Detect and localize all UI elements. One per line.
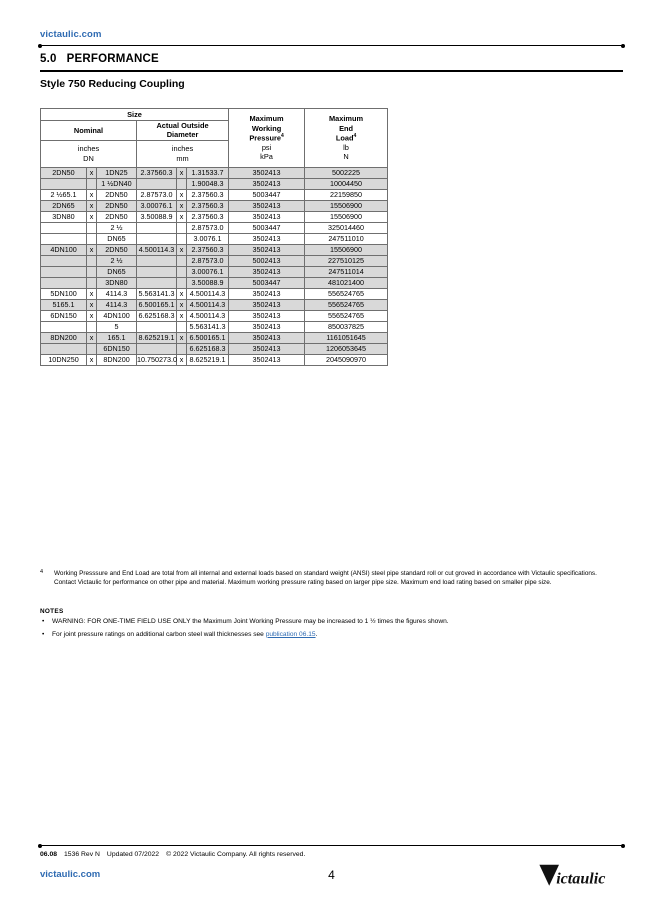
bullet-icon: • — [42, 618, 45, 625]
cell-od-small: 2.37560.3 — [187, 200, 229, 211]
cell-od-small: 4.500114.3 — [187, 310, 229, 321]
cell-nominal-large: 4DN100 — [41, 244, 87, 255]
cell-nominal-large: 2 ½65.1 — [41, 189, 87, 200]
note-text-post: . — [315, 630, 318, 638]
cell-x-symbol-1: x — [87, 299, 97, 310]
cell-max-working-pressure: 3502413 — [229, 332, 305, 343]
cell-max-working-pressure: 5003447 — [229, 222, 305, 233]
footer-meta — [40, 851, 312, 858]
cell-od-small: 6.500165.1 — [187, 332, 229, 343]
cell-nominal-large: 6DN150 — [41, 310, 87, 321]
table-row — [41, 167, 388, 178]
cell-nominal-small: 8DN200 — [97, 354, 137, 365]
cell-max-working-pressure: 3502413 — [229, 354, 305, 365]
cell-nominal-large: 3DN80 — [41, 211, 87, 222]
cell-od-small: 4.500114.3 — [187, 299, 229, 310]
cell-x-symbol-1 — [87, 233, 97, 244]
cell-x-symbol-2 — [177, 277, 187, 288]
cell-max-end-load: 5002225 — [305, 167, 388, 178]
table-row — [41, 310, 388, 321]
cell-nominal-small: 2DN50 — [97, 244, 137, 255]
cell-od-small: 5.563141.3 — [187, 321, 229, 332]
cell-x-symbol-2 — [177, 222, 187, 233]
cell-nominal-large: 5165.1 — [41, 299, 87, 310]
cell-od-small: 1.90048.3 — [187, 178, 229, 189]
cell-nominal-large: 8DN200 — [41, 332, 87, 343]
cell-od-large: 2.37560.3 — [137, 167, 177, 178]
cell-max-working-pressure: 3502413 — [229, 244, 305, 255]
cell-max-working-pressure: 3502413 — [229, 310, 305, 321]
cell-nominal-small: DN65 — [97, 233, 137, 244]
cell-nominal-small: 1 ½DN40 — [97, 178, 137, 189]
cell-max-end-load: 1206053645 — [305, 343, 388, 354]
cell-max-end-load: 850037825 — [305, 321, 388, 332]
cell-max-end-load: 556524765 — [305, 299, 388, 310]
cell-max-end-load: 325014460 — [305, 222, 388, 233]
table-row — [41, 255, 388, 266]
table-row — [41, 244, 388, 255]
cell-od-large — [137, 321, 177, 332]
table-row — [41, 332, 388, 343]
cell-nominal-small: 1DN25 — [97, 167, 137, 178]
table-row — [41, 266, 388, 277]
cell-x-symbol-1: x — [87, 288, 97, 299]
cell-x-symbol-1 — [87, 277, 97, 288]
footnote — [40, 569, 600, 588]
cell-od-large: 6.500165.1 — [138, 300, 175, 309]
cell-nominal-small: 6DN150 — [97, 343, 137, 354]
cell-nominal-small: 2 ½ — [97, 222, 137, 233]
cell-od-small: 3.0076.1 — [187, 233, 229, 244]
cell-max-working-pressure: 3502413 — [229, 167, 305, 178]
cell-x-symbol-2: x — [177, 244, 187, 255]
cell-max-working-pressure: 3502413 — [229, 266, 305, 277]
svg-text:ictaulic: ictaulic — [556, 870, 606, 888]
cell-x-symbol-2: x — [177, 332, 187, 343]
cell-x-symbol-1 — [87, 255, 97, 266]
footer-updated: Updated 07/2022 — [106, 851, 160, 858]
cell-x-symbol-2: x — [177, 288, 187, 299]
cell-nominal-large: 2DN50 — [41, 167, 87, 178]
cell-od-large: 3.50088.9 — [137, 211, 177, 222]
cell-max-end-load: 22159850 — [305, 189, 388, 200]
cell-nominal-small: 5 — [97, 321, 137, 332]
note-item — [40, 617, 610, 628]
table-row — [41, 211, 388, 222]
cell-od-small: 2.87573.0 — [187, 222, 229, 233]
cell-nominal-large — [41, 266, 87, 277]
table-row — [41, 343, 388, 354]
cell-x-symbol-2: x — [177, 189, 187, 200]
cell-od-small: 3.50088.9 — [187, 277, 229, 288]
victaulic-logo — [537, 862, 623, 890]
cell-od-large: 8.625219.1 — [138, 333, 175, 342]
header-actual-od: Actual Outside Diameter — [137, 121, 229, 141]
header-brand-link[interactable]: victaulic.com — [40, 29, 102, 40]
cell-nominal-small: 2DN50 — [97, 211, 137, 222]
header-nominal: Nominal — [41, 121, 137, 141]
cell-nominal-large: 5DN100 — [41, 288, 87, 299]
cell-x-symbol-2 — [177, 233, 187, 244]
cell-od-large: 5.563141.3 — [138, 289, 175, 298]
cell-od-small: 4.500114.3 — [187, 288, 229, 299]
cell-x-symbol-2 — [177, 255, 187, 266]
cell-max-working-pressure: 5003447 — [229, 277, 305, 288]
header-actual-od-units: inches mm — [137, 140, 229, 167]
cell-nominal-small: 2 ½ — [97, 255, 137, 266]
cell-x-symbol-1 — [87, 178, 97, 189]
cell-nominal-large: 2DN65 — [41, 200, 87, 211]
cell-max-working-pressure: 3502413 — [229, 288, 305, 299]
cell-nominal-large — [41, 343, 87, 354]
cell-nominal-small: 2DN50 — [97, 189, 137, 200]
footer-revision: 1536 Rev N — [64, 851, 100, 858]
cell-od-small: 2.87573.0 — [187, 255, 229, 266]
page-title — [40, 53, 159, 65]
cell-nominal-large — [41, 233, 87, 244]
header-max-working-pressure: Maximum Working Pressure$^4$ psi kPa — [229, 109, 305, 168]
cell-x-symbol-2: x — [177, 200, 187, 211]
cell-x-symbol-1: x — [87, 211, 97, 222]
cell-x-symbol-1: x — [87, 244, 97, 255]
cell-max-end-load: 15506900 — [305, 211, 388, 222]
table-row — [41, 233, 388, 244]
header-nominal-units: inches DN — [41, 140, 137, 167]
performance-table — [40, 108, 388, 366]
cell-x-symbol-2: x — [177, 299, 187, 310]
table-row — [41, 200, 388, 211]
cell-nominal-large — [41, 321, 87, 332]
table-row — [41, 299, 388, 310]
table-row — [41, 277, 388, 288]
cell-x-symbol-1 — [87, 343, 97, 354]
cell-nominal-small: 4114.3 — [97, 288, 137, 299]
footer-brand-link[interactable]: victaulic.com — [40, 869, 101, 880]
cell-x-symbol-1: x — [87, 354, 97, 365]
notes-list — [40, 617, 610, 642]
cell-max-end-load: 1161051645 — [305, 332, 388, 343]
table-row — [41, 354, 388, 365]
cell-nominal-small: DN65 — [97, 266, 137, 277]
cell-x-symbol-1: x — [87, 189, 97, 200]
cell-max-working-pressure: 3502413 — [229, 321, 305, 332]
section-number: 5.0 — [40, 53, 57, 65]
cell-od-small: 6.625168.3 — [187, 343, 229, 354]
note-item — [40, 630, 610, 641]
cell-max-end-load: 481021400 — [305, 277, 388, 288]
cell-nominal-large — [41, 178, 87, 189]
cell-nominal-small: 2DN50 — [97, 200, 137, 211]
style-subtitle: Style 750 Reducing Coupling — [40, 78, 185, 90]
note-text-pre: For joint pressure ratings on additional carbon steel wall thicknesses see — [52, 630, 266, 638]
cell-max-working-pressure: 3502413 — [229, 299, 305, 310]
table-header-row-1 — [41, 109, 388, 121]
cell-nominal-large — [41, 277, 87, 288]
footer-copyright: © 2022 Victaulic Company. All rights reserved. — [166, 851, 306, 858]
cell-max-working-pressure: 3502413 — [229, 233, 305, 244]
cell-max-end-load: 227510125 — [305, 255, 388, 266]
bullet-icon: • — [42, 630, 45, 638]
cell-max-end-load: 10004450 — [305, 178, 388, 189]
footnote-text: Working Presssure and End Load are total from all internal and external loads based on standard weight (ANSI) steel pipe standard roll or cut groved in accordance with Victaulic specifications. Contact Victaulic for performance on other pipe and material. Maximum working pressure rating based on larger pipe size. Maximum end load rating based on smaller pipe size. — [54, 570, 597, 587]
cell-x-symbol-1 — [87, 222, 97, 233]
cell-max-end-load: 15506900 — [305, 244, 388, 255]
cell-x-symbol-2 — [177, 266, 187, 277]
cell-max-end-load: 2045090970 — [305, 354, 388, 365]
header-max-end-load: Maximum End Load$^4$ lb N — [305, 109, 388, 168]
cell-x-symbol-2: x — [177, 167, 187, 178]
cell-max-working-pressure: 5003447 — [229, 189, 305, 200]
section-title-text: PERFORMANCE — [66, 53, 159, 65]
cell-od-large — [137, 233, 177, 244]
cell-od-small: 8.625219.1 — [187, 354, 229, 365]
cell-x-symbol-1 — [87, 321, 97, 332]
cell-x-symbol-2 — [177, 321, 187, 332]
cell-od-large — [137, 178, 177, 189]
cell-od-large: 10.750273.0 — [137, 355, 177, 364]
footnote-marker: 4 — [40, 569, 44, 575]
cell-od-large: 6.625168.3 — [138, 311, 175, 320]
footer-doc-number: 06.08 — [40, 851, 58, 858]
cell-nominal-small: 165.1 — [97, 332, 137, 343]
cell-nominal-small: 4DN100 — [97, 310, 137, 321]
cell-max-end-load: 15506900 — [305, 200, 388, 211]
section-rule — [40, 70, 623, 72]
cell-od-large — [137, 343, 177, 354]
table-row — [41, 321, 388, 332]
cell-max-end-load: 247511014 — [305, 266, 388, 277]
cell-max-working-pressure: 3502413 — [229, 343, 305, 354]
table-row — [41, 288, 388, 299]
cell-nominal-small: 4114.3 — [97, 299, 137, 310]
cell-od-small: 2.37560.3 — [187, 211, 229, 222]
cell-od-large — [137, 222, 177, 233]
cell-od-large — [137, 277, 177, 288]
cell-x-symbol-2 — [177, 343, 187, 354]
cell-x-symbol-2: x — [177, 310, 187, 321]
header-size: Size — [41, 109, 229, 121]
cell-x-symbol-1: x — [87, 310, 97, 321]
cell-x-symbol-2: x — [177, 354, 187, 365]
table-head — [41, 109, 388, 168]
cell-od-small: 2.37560.3 — [187, 189, 229, 200]
table-row — [41, 222, 388, 233]
publication-link[interactable]: publication 06.15 — [265, 630, 316, 638]
cell-max-working-pressure: 5002413 — [229, 255, 305, 266]
note-text: WARNING: FOR ONE-TIME FIELD USE ONLY the Maximum Joint Working Pressure may be increased to 1 ½ times the figures shown. — [52, 618, 449, 625]
performance-table-wrapper — [40, 108, 387, 366]
table-body — [41, 167, 388, 365]
notes-heading: NOTES — [40, 608, 64, 615]
table-row — [41, 189, 388, 200]
cell-x-symbol-1: x — [87, 200, 97, 211]
page-number: 4 — [328, 868, 335, 882]
cell-max-end-load: 556524765 — [305, 310, 388, 321]
header-rule — [40, 45, 623, 46]
cell-nominal-large — [41, 222, 87, 233]
cell-x-symbol-2 — [177, 178, 187, 189]
cell-od-small: 3.00076.1 — [187, 266, 229, 277]
cell-od-large — [137, 266, 177, 277]
cell-od-large: 2.87573.0 — [137, 189, 177, 200]
cell-od-large: 3.00076.1 — [137, 200, 177, 211]
cell-od-small: 2.37560.3 — [187, 244, 229, 255]
cell-max-end-load: 556524765 — [305, 288, 388, 299]
cell-od-large: 4.500114.3 — [137, 244, 177, 255]
cell-od-large — [137, 255, 177, 266]
table-row — [41, 178, 388, 189]
cell-x-symbol-1: x — [87, 332, 97, 343]
cell-od-small: 1.31533.7 — [187, 167, 229, 178]
cell-x-symbol-2: x — [177, 211, 187, 222]
cell-max-end-load: 247511010 — [305, 233, 388, 244]
cell-x-symbol-1 — [87, 266, 97, 277]
footer-rule — [40, 845, 623, 846]
cell-max-working-pressure: 3502413 — [229, 178, 305, 189]
cell-max-working-pressure: 3502413 — [229, 211, 305, 222]
cell-nominal-small: 3DN80 — [97, 277, 137, 288]
cell-nominal-large — [41, 255, 87, 266]
cell-max-working-pressure: 3502413 — [229, 200, 305, 211]
cell-nominal-large: 10DN250 — [41, 354, 87, 365]
cell-x-symbol-1: x — [87, 167, 97, 178]
